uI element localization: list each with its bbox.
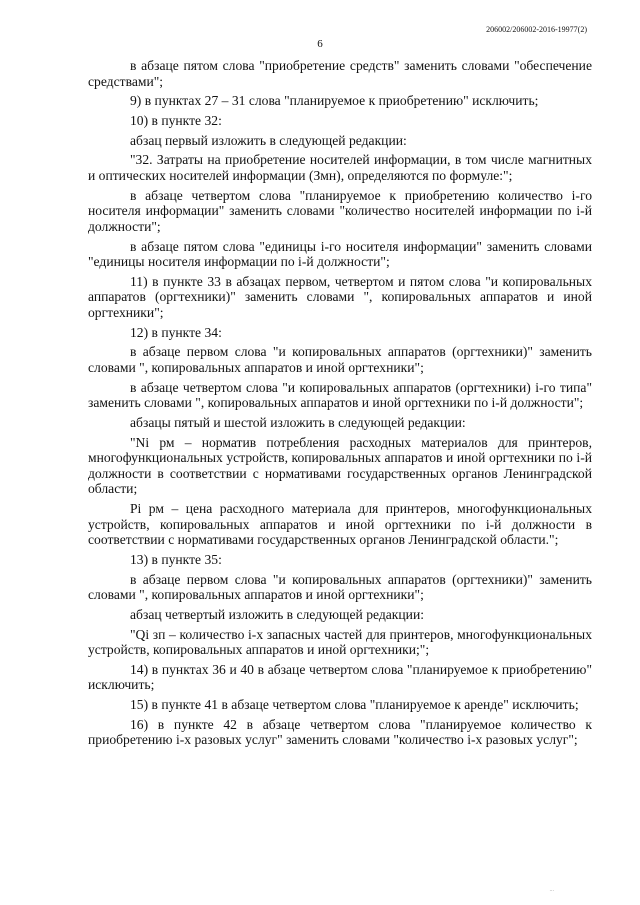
paragraph: "Qi зп – количество i-х запасных частей для принтеров, многофункциональных устройств, копировальных аппаратов и иной оргтехники;"; xyxy=(88,626,592,658)
paragraph: 16) в пункте 42 в абзаце четвертом слова "планируемое количество к приобретению i-х разовых услуг" заменить словами "количество i-х разовых услуг"; xyxy=(88,716,592,748)
paragraph: "Ni рм – норматив потребления расходных материалов для принтеров, многофункциональных устройств, копировальных аппаратов и иной оргтехники по i-й должности в соответствии с нормативами государственных органов Ленинградской области; xyxy=(88,434,592,497)
paragraph: в абзаце четвертом слова "планируемое к приобретению количество i-го носителя информации" заменить словами "количество носителей информации по i-й должности"; xyxy=(88,187,592,234)
paragraph: абзац четвертый изложить в следующей редакции: xyxy=(130,606,425,622)
document-body xyxy=(88,58,592,752)
paragraph: 9) в пунктах 27 – 31 слова "планируемое к приобретению" исключить; xyxy=(130,93,539,109)
paragraph: 15) в пункте 41 в абзаце четвертом слова "планируемое к аренде" исключить; xyxy=(130,697,579,713)
paragraph: Рi рм – цена расходного материала для принтеров, многофункциональных устройств, копировальных аппаратов и иной оргтехники по i-й должности в соответствии с нормативами государственных органов Ленинградской области."; xyxy=(88,501,592,548)
paragraph: абзацы пятый и шестой изложить в следующей редакции: xyxy=(130,414,466,430)
paragraph: абзац первый изложить в следующей редакции: xyxy=(130,132,407,148)
scan-mark: ... xyxy=(549,887,554,893)
paragraph: "32. Затраты на приобретение носителей информации, в том числе магнитных и оптических носителей информации (Змн), определяются по формуле:"; xyxy=(88,152,592,183)
paragraph: 13) в пункте 35: xyxy=(130,551,222,567)
paragraph: 10) в пункте 32: xyxy=(130,112,222,128)
document-id: 206002/206002-2016-19977(2) xyxy=(486,25,587,34)
paragraph: в абзаце пятом слова "приобретение средств" заменить словами "обеспечение средствами"; xyxy=(88,58,592,89)
paragraph: в абзаце первом слова "и копировальных аппаратов (оргтехники)" заменить словами ", копировальных аппаратов и иной оргтехники"; xyxy=(88,344,592,375)
paragraph: в абзаце первом слова "и копировальных аппаратов (оргтехники)" заменить словами ", копировальных аппаратов и иной оргтехники"; xyxy=(88,571,592,603)
page-number: 6 xyxy=(317,38,323,50)
paragraph: в абзаце четвертом слова "и копировальных аппаратов (оргтехники) i-го типа" заменить словами ", копировальных аппаратов и иной оргтехники по i-й должности"; xyxy=(88,379,592,411)
paragraph: 11) в пункте 33 в абзацах первом, четвертом и пятом слова "и копировальных аппаратов (оргтехники)" заменить словами ", копировальных аппаратов и иной оргтехники"; xyxy=(88,273,592,320)
paragraph: 12) в пункте 34: xyxy=(130,324,222,340)
paragraph: 14) в пунктах 36 и 40 в абзаце четвертом слова "планируемое к приобретению" исключить; xyxy=(88,661,592,693)
paragraph: в абзаце пятом слова "единицы i-го носителя информации" заменить словами "единицы носителя информации по i-й должности"; xyxy=(88,238,592,270)
